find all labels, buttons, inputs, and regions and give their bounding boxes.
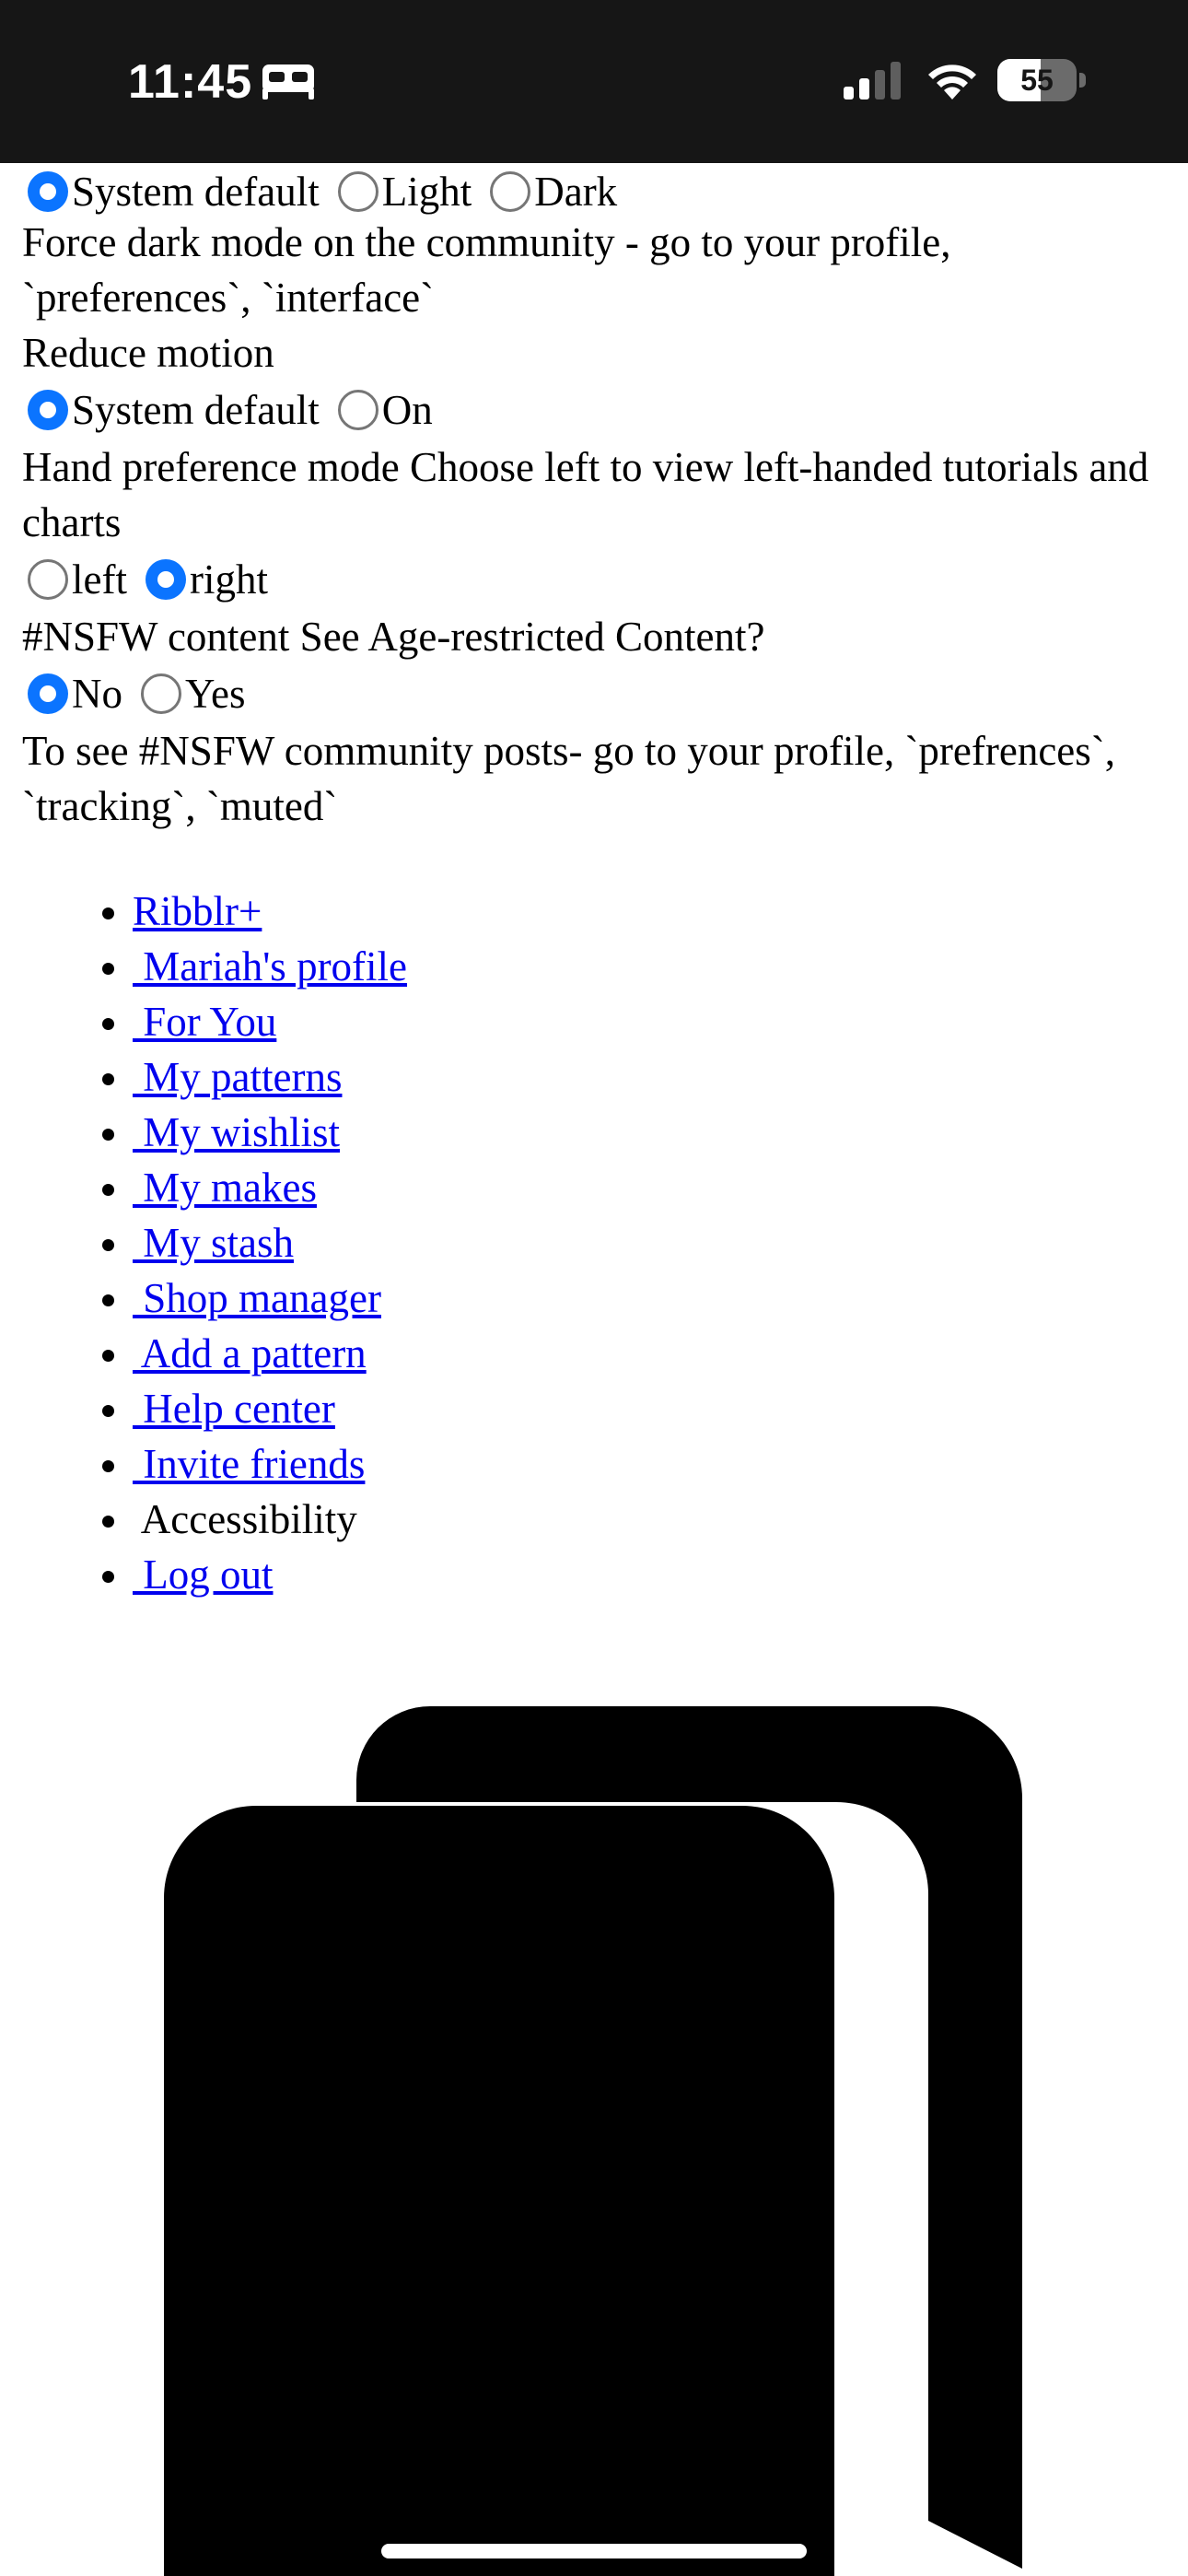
battery-level: 55 xyxy=(1020,64,1054,97)
menu-link-shop-manager[interactable]: Shop manager xyxy=(133,1275,381,1321)
menu-link-profile[interactable]: Mariah's profile xyxy=(133,943,408,989)
menu-item xyxy=(133,884,1170,939)
account-menu xyxy=(22,884,1170,1602)
radio-button[interactable] xyxy=(146,559,186,600)
menu-link-invite-friends[interactable]: Invite friends xyxy=(133,1441,366,1487)
status-bar xyxy=(0,0,1188,163)
menu-link-my-makes[interactable]: My makes xyxy=(133,1165,317,1211)
radio-button[interactable] xyxy=(338,390,379,430)
radio-button[interactable] xyxy=(490,171,530,212)
menu-item xyxy=(133,1492,1170,1547)
menu-item xyxy=(133,1049,1170,1105)
menu-item xyxy=(133,1105,1170,1160)
radio-button[interactable] xyxy=(338,171,379,212)
radio-button[interactable] xyxy=(28,171,68,212)
hand-option-right[interactable]: right xyxy=(140,552,268,607)
radio-button[interactable] xyxy=(28,559,68,600)
reduce-motion-option-on[interactable]: On xyxy=(332,382,433,438)
reduce-motion-option-system-default[interactable]: System default xyxy=(22,382,320,438)
menu-link-my-stash[interactable]: My stash xyxy=(133,1220,295,1266)
menu-link-help-center[interactable]: Help center xyxy=(133,1386,335,1432)
hand-preference-label: Hand preference mode Choose left to view left-handed tutorials and charts xyxy=(22,444,1149,545)
menu-item xyxy=(133,1381,1170,1436)
home-indicator xyxy=(381,2544,807,2558)
hand-option-left[interactable]: left xyxy=(22,552,127,607)
menu-item xyxy=(133,994,1170,1049)
menu-link-my-wishlist[interactable]: My wishlist xyxy=(133,1109,341,1155)
wifi-icon xyxy=(924,59,981,101)
nsfw-note: To see #NSFW community posts- go to your profile, `prefrences`, `tracking`, `muted` xyxy=(22,728,1116,829)
menu-link-add-pattern[interactable]: Add a pattern xyxy=(133,1330,367,1376)
menu-item xyxy=(133,1547,1170,1602)
menu-link-log-out[interactable]: Log out xyxy=(133,1551,274,1598)
radio-button[interactable] xyxy=(28,673,68,714)
theme-option-dark[interactable]: Dark xyxy=(484,164,617,219)
menu-item xyxy=(133,939,1170,994)
nsfw-radio-group xyxy=(22,664,1170,723)
menu-link-for-you[interactable]: For You xyxy=(133,999,277,1045)
bed-icon xyxy=(261,61,316,101)
theme-option-system-default[interactable]: System default xyxy=(22,164,320,219)
cellular-signal-icon xyxy=(842,61,903,101)
theme-option-light[interactable]: Light xyxy=(332,164,472,219)
ribblr-logo-icon xyxy=(164,1706,1024,2576)
menu-item-accessibility: Accessibility xyxy=(133,1496,357,1542)
menu-item xyxy=(133,1160,1170,1215)
menu-item xyxy=(133,1270,1170,1326)
menu-link-my-patterns[interactable]: My patterns xyxy=(133,1054,343,1100)
menu-item xyxy=(133,1215,1170,1270)
menu-item xyxy=(133,1326,1170,1381)
battery-icon xyxy=(997,59,1086,101)
nsfw-option-no[interactable]: No xyxy=(22,666,122,721)
menu-item xyxy=(133,1436,1170,1492)
settings-content xyxy=(22,163,1170,1602)
status-time: 11:45 xyxy=(128,55,253,109)
reduce-motion-label: Reduce motion xyxy=(22,330,274,376)
nsfw-option-yes[interactable]: Yes xyxy=(135,666,245,721)
reduce-motion-radio-group xyxy=(22,381,1170,439)
menu-link-ribblr-plus[interactable]: Ribblr+ xyxy=(133,888,262,934)
radio-button[interactable] xyxy=(141,673,181,714)
hand-preference-radio-group xyxy=(22,550,1170,609)
nsfw-label: #NSFW content See Age-restricted Content? xyxy=(22,614,765,660)
theme-radio-group xyxy=(22,169,1170,215)
force-dark-mode-note: Force dark mode on the community - go to your profile, `preferences`, `interface` xyxy=(22,219,951,321)
radio-button[interactable] xyxy=(28,390,68,430)
